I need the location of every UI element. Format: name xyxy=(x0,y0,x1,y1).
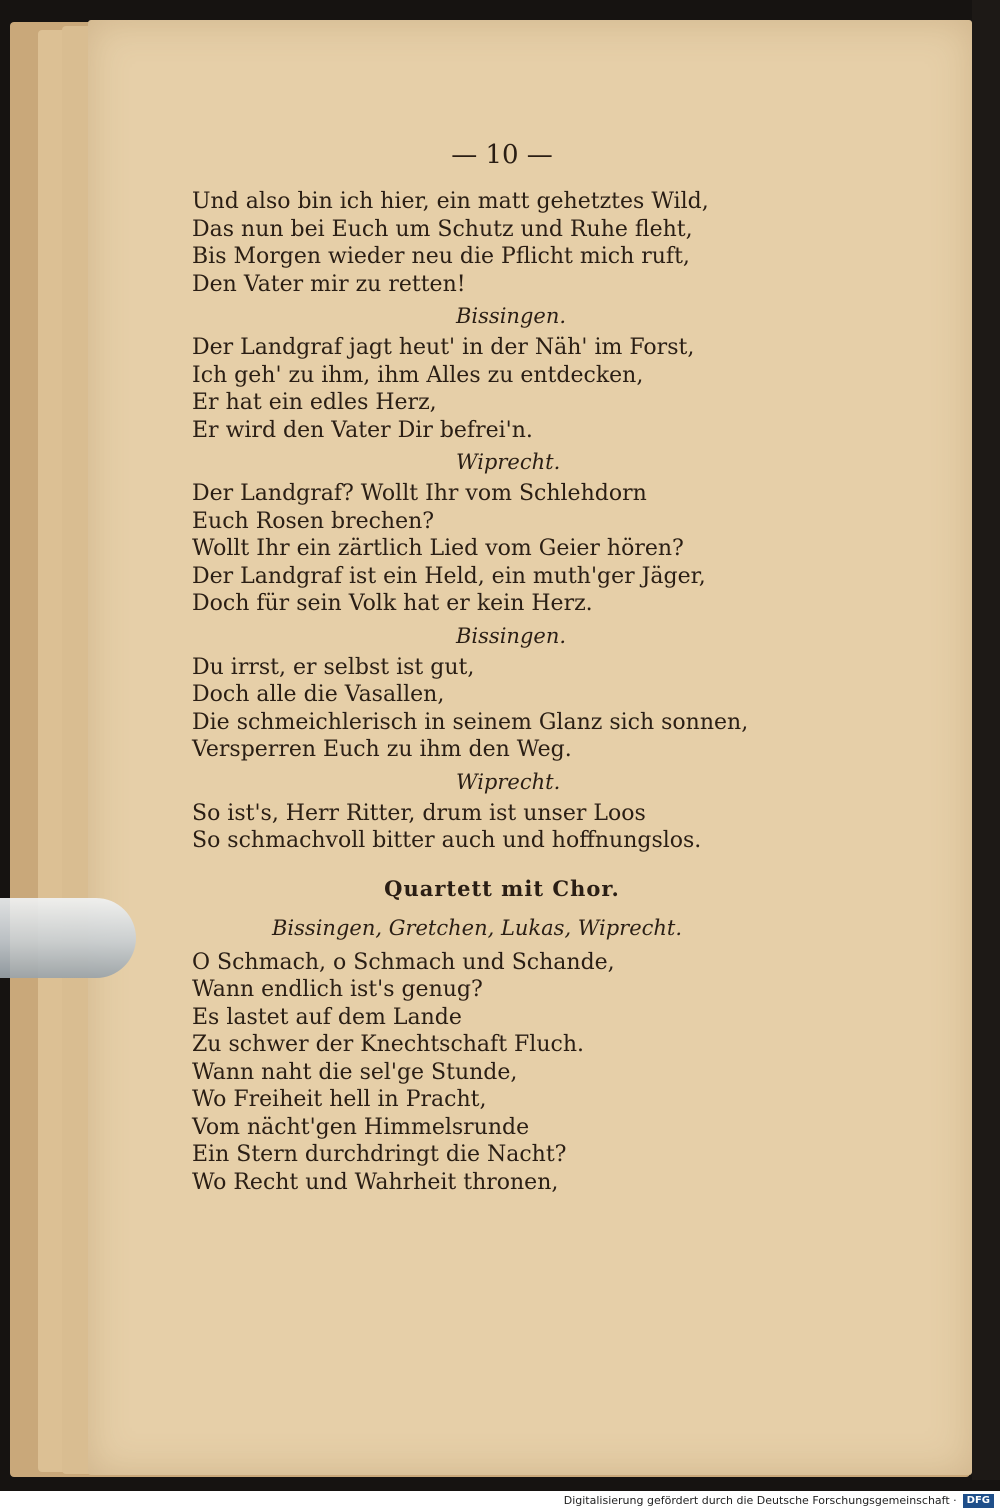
funding-notice: Digitalisierung gefördert durch die Deutsche Forschungsgemeinschaft · xyxy=(563,1494,957,1507)
stanza-6 xyxy=(192,949,772,1197)
section-heading: Quartett mit Chor. xyxy=(384,875,620,901)
verse-line: Es lastet auf dem Lande xyxy=(192,1004,462,1030)
stanza-5 xyxy=(192,800,772,855)
verse-line: Wann endlich ist's genug? xyxy=(192,977,483,1002)
speaker-name: Wiprecht. xyxy=(456,450,561,474)
verse-line: Vom nächt'gen Himmelsrunde xyxy=(192,1114,530,1140)
verse-line: Der Landgraf? Wollt Ihr vom Schlehdorn xyxy=(192,481,647,506)
stanza-1 xyxy=(192,188,772,298)
speaker-name: Bissingen. xyxy=(456,304,567,328)
verse-line: Bis Morgen wieder neu die Pflicht mich ruft, xyxy=(192,244,690,269)
verse-line: Wo Freiheit hell in Pracht, xyxy=(192,1087,487,1112)
verse-line: Der Landgraf jagt heut' in der Näh' im Forst, xyxy=(192,335,695,360)
stanza-3 xyxy=(192,480,772,618)
verse-line: So schmachvoll bitter auch und hoffnungslos. xyxy=(192,828,702,853)
verse-line: Ein Stern durchdringt die Nacht? xyxy=(192,1142,567,1167)
speaker-list: Bissingen, Gretchen, Lukas, Wiprecht. xyxy=(272,915,683,940)
verse-line: Und also bin ich hier, ein matt gehetztes Wild, xyxy=(192,189,709,214)
verse-line: Er wird den Vater Dir befrei'n. xyxy=(192,417,533,443)
speaker-name: Bissingen. xyxy=(456,623,567,648)
verse-line: Wann naht die sel'ge Stunde, xyxy=(192,1059,518,1085)
verse-line: Doch für sein Volk hat er kein Herz. xyxy=(192,591,593,616)
verse-line: Das nun bei Euch um Schutz und Ruhe fleht, xyxy=(192,216,693,242)
verse-line: Ich geh' zu ihm, ihm Alles zu entdecken, xyxy=(192,362,644,388)
scanner-background xyxy=(972,0,1000,1480)
verse-line: Zu schwer der Knechtschaft Fluch. xyxy=(192,1032,584,1057)
verse-line: Er hat ein edles Herz, xyxy=(192,390,437,415)
page-text xyxy=(192,140,772,1196)
verse-line: Die schmeichlerisch in seinem Glanz sich sonnen, xyxy=(192,709,749,735)
verse-line: So ist's, Herr Ritter, drum ist unser Loos xyxy=(192,800,646,826)
stanza-4 xyxy=(192,654,772,764)
verse-line: O Schmach, o Schmach und Schande, xyxy=(192,949,615,975)
plastic-clip xyxy=(0,898,136,978)
verse-line: Versperren Euch zu ihm den Weg. xyxy=(192,737,572,762)
verse-line: Den Vater mir zu retten! xyxy=(192,271,466,297)
verse-line: Wo Recht und Wahrheit thronen, xyxy=(192,1169,559,1195)
verse-line: Der Landgraf ist ein Held, ein muth'ger Jäger, xyxy=(192,563,706,589)
page-number: — 10 — xyxy=(451,140,553,170)
dfg-logo: DFG xyxy=(963,1494,994,1508)
verse-line: Doch alle die Vasallen, xyxy=(192,682,445,707)
stanza-2 xyxy=(192,334,772,444)
digitization-footer xyxy=(0,1491,1000,1511)
verse-line: Du irrst, er selbst ist gut, xyxy=(192,654,475,680)
verse-line: Euch Rosen brechen? xyxy=(192,508,435,534)
speaker-name: Wiprecht. xyxy=(456,769,561,794)
verse-line: Wollt Ihr ein zärtlich Lied vom Geier hören? xyxy=(192,536,684,561)
